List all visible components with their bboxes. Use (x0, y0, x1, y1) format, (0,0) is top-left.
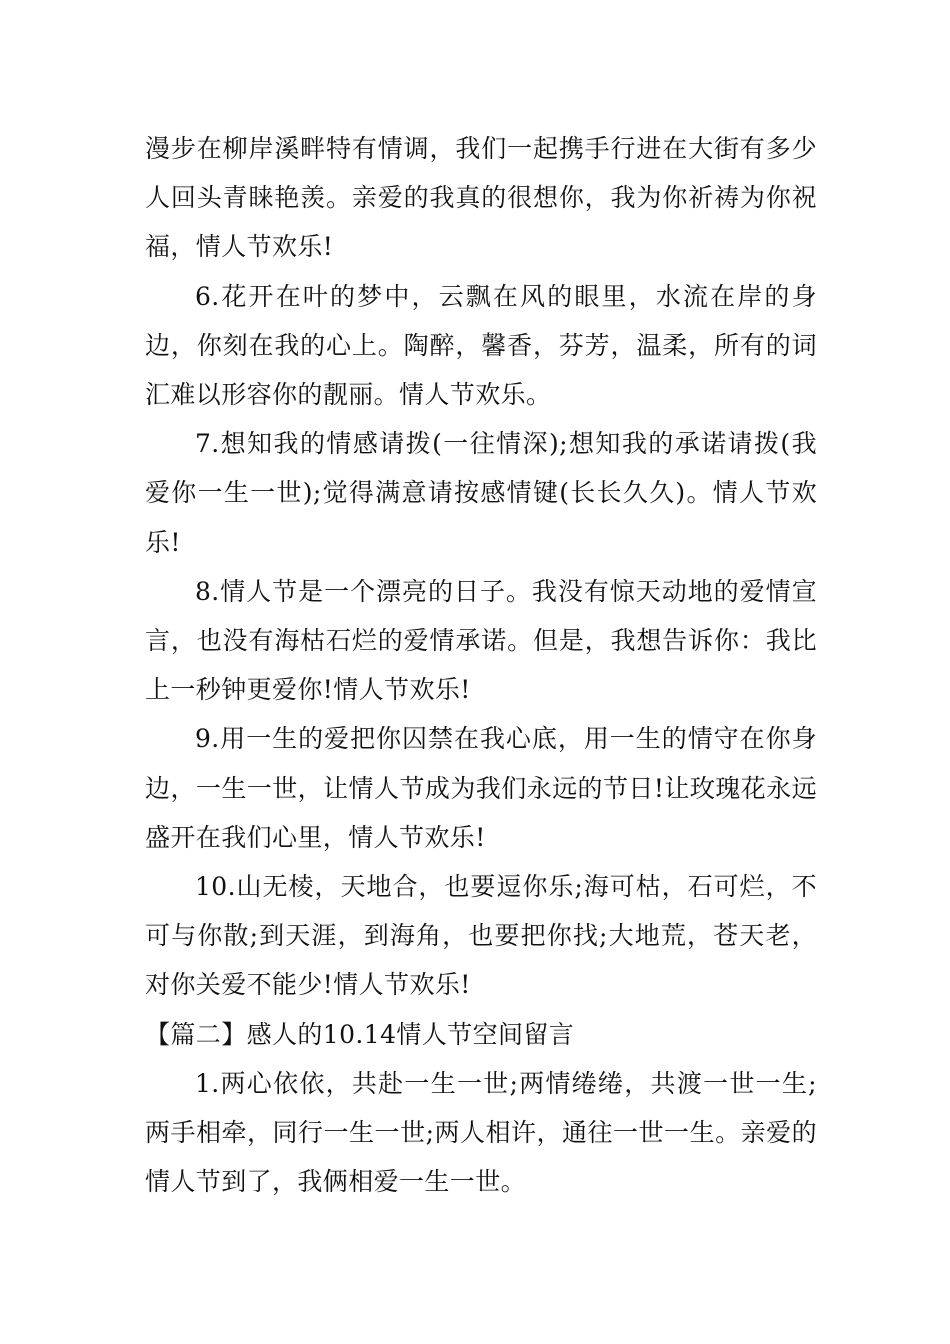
message-10: 10.山无棱，天地合，也要逗你乐;海可枯，石可烂，不可与你散;到天涯，到海角，也要把你找;大地荒，苍天老，对你关爱不能少!情人节欢乐! (145, 872, 817, 1000)
section-message-1: 1.两心依依，共赴一生一世;两情绻绻，共渡一世一生;两手相牵，同行一生一世;两人相许，通往一世一生。亲爱的情人节到了，我俩相爱一生一世。 (145, 1068, 817, 1197)
continued-paragraph: 漫步在柳岸溪畔特有情调，我们一起携手行进在大街有多少人回头青睐艳羡。亲爱的我真的很想你，我为你祈祷为你祝福，情人节欢乐! (145, 134, 817, 262)
message-9: 9.用一生的爱把你囚禁在我心底，用一生的情守在你身边，一生一世，让情人节成为我们永远的节日!让玫瑰花永远盛开在我们心里，情人节欢乐! (145, 724, 817, 852)
message-7: 7.想知我的情感请拨(一往情深);想知我的承诺请拨(我爱你一生一世);觉得满意请按感情键(长长久久)。情人节欢乐! (145, 429, 817, 557)
document-body (145, 124, 817, 1206)
section-heading: 【篇二】感人的10.14情人节空间留言 (145, 1019, 575, 1049)
message-6: 6.花开在叶的梦中，云飘在风的眼里，水流在岸的身边，你刻在我的心上。陶醉，馨香，芬芳，温柔，所有的词汇难以形容你的靓丽。情人节欢乐。 (145, 281, 817, 410)
message-8: 8.情人节是一个漂亮的日子。我没有惊天动地的爱情宣言，也没有海枯石烂的爱情承诺。但是，我想告诉你：我比上一秒钟更爱你!情人节欢乐! (145, 576, 817, 705)
